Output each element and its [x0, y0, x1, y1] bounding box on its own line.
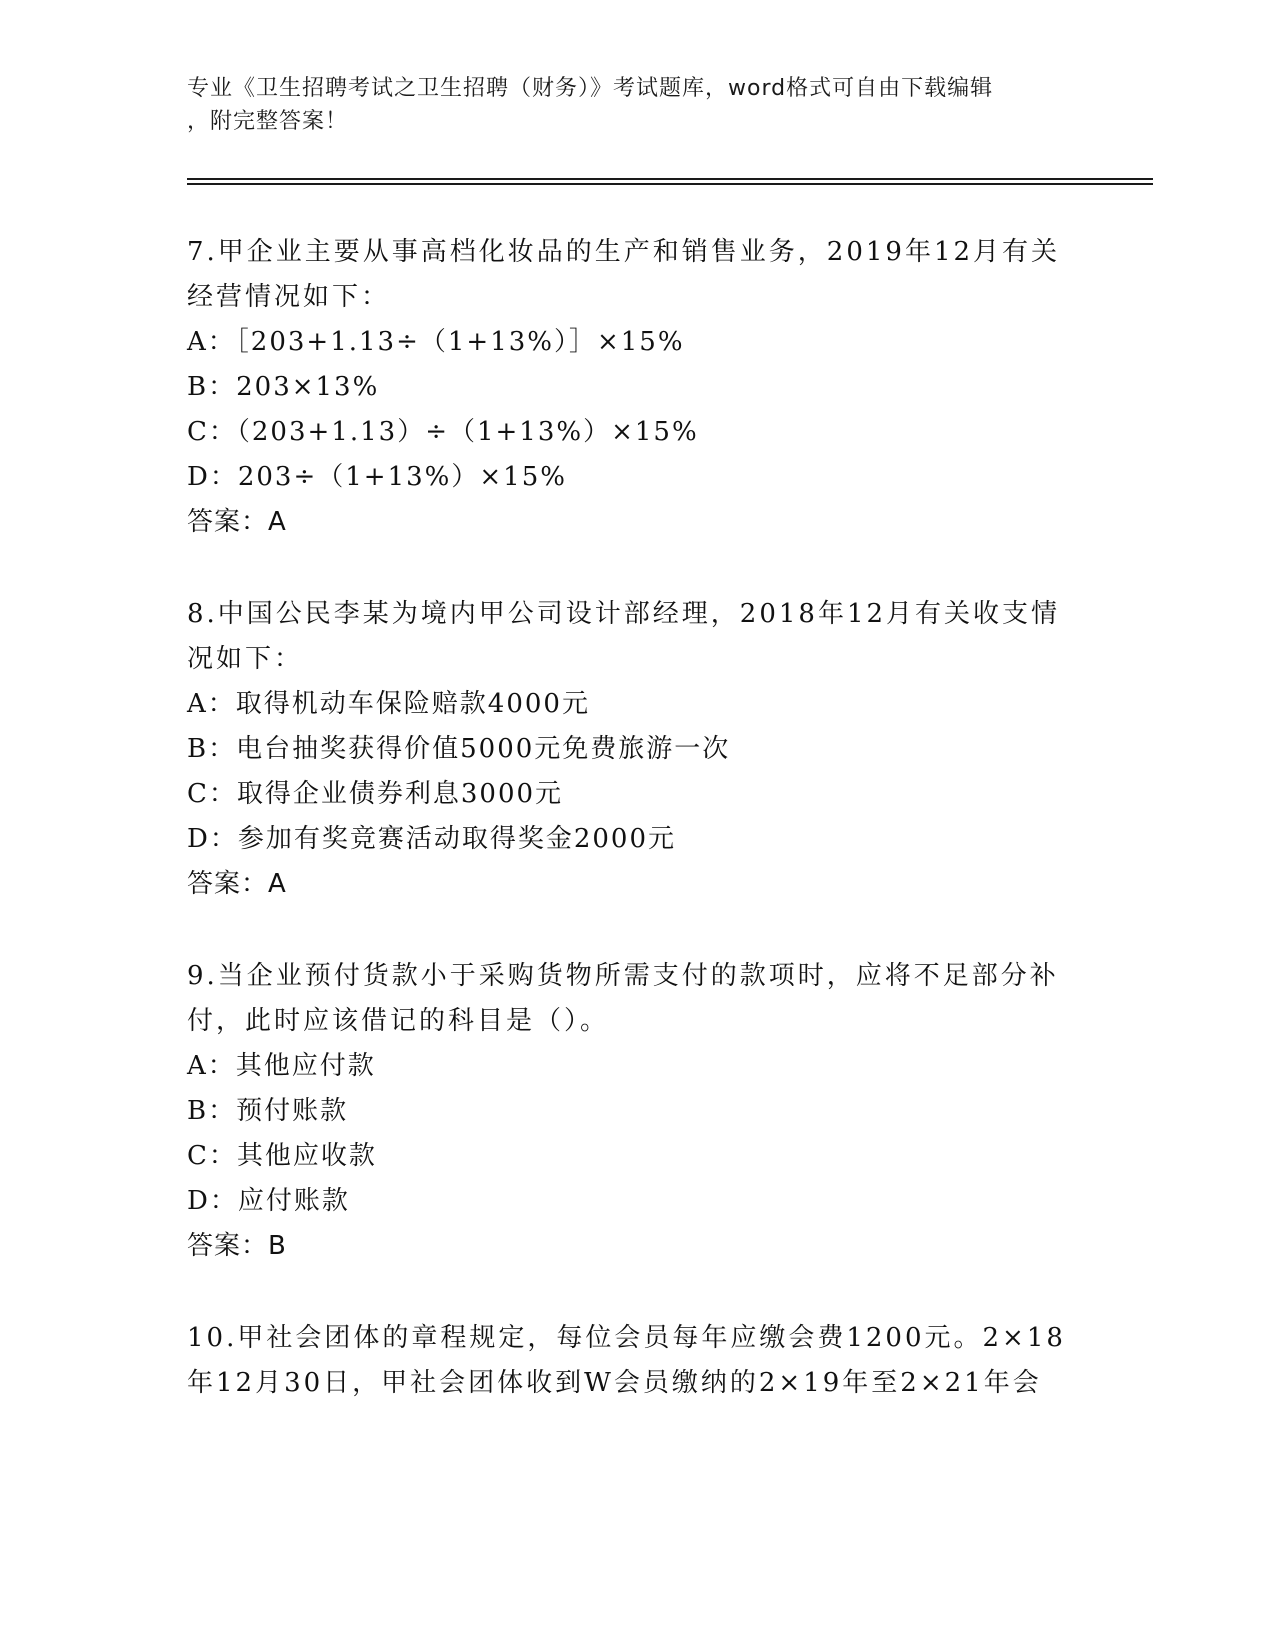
- question-stem: 7.甲企业主要从事高档化妆品的生产和销售业务，2019年12月有关经营情况如下：: [187, 237, 1061, 312]
- answer-line: 答案：A: [187, 869, 287, 899]
- question-10: [187, 1316, 1087, 1406]
- header-line-2: ，附完整答案！: [187, 109, 349, 134]
- option-c: C：取得企业债券利息3000元: [187, 779, 564, 809]
- header-divider-bottom: [187, 183, 1153, 185]
- question-9: [187, 954, 1087, 1269]
- option-d: D：参加有奖竞赛活动取得奖金2000元: [187, 824, 677, 854]
- question-stem: 8.中国公民李某为境内甲公司设计部经理，2018年12月有关收支情况如下：: [187, 599, 1061, 674]
- header-divider-top: [187, 178, 1153, 180]
- option-d: D：203÷（1+13%）×15%: [187, 462, 567, 492]
- option-c: C：其他应收款: [187, 1141, 377, 1171]
- document-header: [187, 72, 1067, 138]
- answer-line: 答案：A: [187, 507, 287, 537]
- option-d: D：应付账款: [187, 1186, 350, 1216]
- option-a: A：［203+1.13÷（1+13%）］×15%: [187, 327, 685, 357]
- option-b: B：电台抽奖获得价值5000元免费旅游一次: [187, 734, 731, 764]
- question-stem: 10.甲社会团体的章程规定，每位会员每年应缴会费1200元。2×18年12月30日，甲社会团体收到W会员缴纳的2×19年至2×21年会: [187, 1323, 1066, 1398]
- option-c: C：（203+1.13）÷（1+13%）×15%: [187, 417, 699, 447]
- option-a: A：其他应付款: [187, 1051, 376, 1081]
- option-b: B：203×13%: [187, 372, 380, 402]
- question-list: [187, 230, 1087, 1453]
- question-stem: 9.当企业预付货款小于采购货物所需支付的款项时，应将不足部分补付，此时应该借记的科目是（）。: [187, 961, 1059, 1036]
- option-b: B：预付账款: [187, 1096, 349, 1126]
- option-a: A：取得机动车保险赔款4000元: [187, 689, 590, 719]
- answer-line: 答案：B: [187, 1231, 287, 1261]
- question-7: [187, 230, 1087, 545]
- question-8: [187, 592, 1087, 907]
- header-line-1: 专业《卫生招聘考试之卫生招聘（财务）》考试题库，word格式可自由下载编辑: [187, 76, 994, 101]
